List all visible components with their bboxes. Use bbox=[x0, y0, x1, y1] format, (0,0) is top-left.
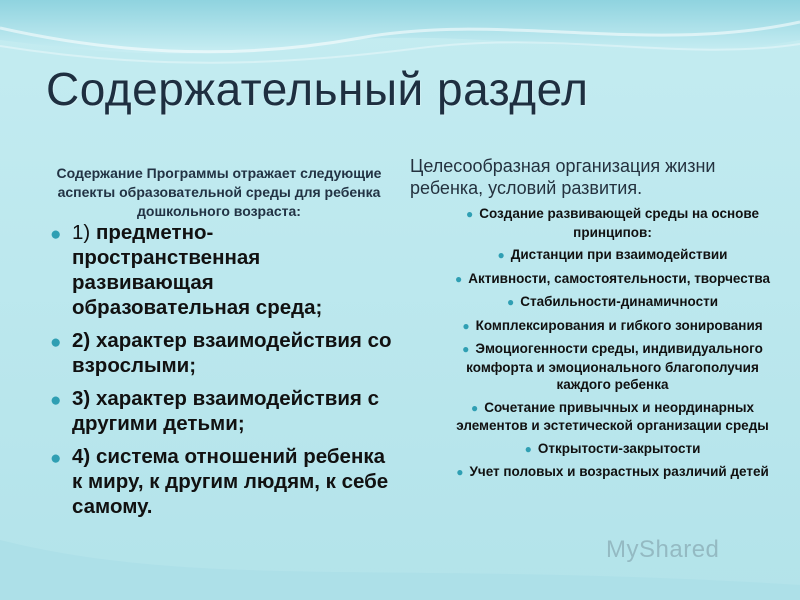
item-text: система отношений ребенка к миру, к другим людям, к себе самому. bbox=[72, 445, 389, 518]
item-text: Стабильности-динамичности bbox=[520, 294, 719, 309]
bullet-icon: ● bbox=[50, 448, 62, 469]
bullet-icon: ● bbox=[524, 441, 532, 456]
left-intro-text: Содержание Программы отражает следующие аспекты образовательной среды для ребенка дошкольного возраста: bbox=[56, 165, 382, 219]
bullet-icon: ● bbox=[470, 400, 479, 415]
list-item bbox=[440, 440, 785, 459]
right-heading: Целесообразная организация жизни ребенка, условий развития. bbox=[410, 156, 716, 198]
item-text: характер взаимодействия с другими детьми; bbox=[72, 387, 379, 435]
bullet-icon: ● bbox=[50, 390, 62, 411]
item-text: Сочетание привычных и неординарных элементов и эстетической организации среды bbox=[456, 399, 769, 433]
item-text: Дистанции при взаимодействии bbox=[510, 247, 728, 262]
list-item bbox=[48, 220, 393, 320]
bullet-icon: ● bbox=[462, 342, 470, 356]
item-text: Учет половых и возрастных различий детей bbox=[469, 464, 769, 479]
bullet-icon: ● bbox=[465, 207, 474, 221]
list-item bbox=[440, 463, 785, 482]
bullet-icon: ● bbox=[50, 332, 62, 353]
list-item bbox=[48, 386, 393, 436]
item-number: 2) bbox=[72, 329, 96, 352]
watermark-logo: MyShared bbox=[606, 536, 720, 563]
list-item bbox=[440, 399, 785, 435]
item-text: Эмоциогенности среды, индивидуального комфорта и эмоционального благополучия каждого ребенка bbox=[466, 341, 763, 392]
list-item bbox=[440, 317, 785, 336]
list-item bbox=[440, 293, 785, 312]
bullet-icon: ● bbox=[456, 465, 464, 479]
bullet-icon: ● bbox=[50, 224, 62, 245]
item-text: предметно-пространственная развивающая образовательная среда; bbox=[72, 221, 323, 319]
bullet-icon: ● bbox=[506, 295, 515, 309]
left-bullet-list bbox=[48, 220, 393, 527]
bullet-icon: ● bbox=[455, 271, 463, 286]
list-item bbox=[48, 444, 393, 519]
list-item bbox=[440, 246, 785, 265]
slide-title: Содержательный раздел bbox=[46, 63, 589, 115]
list-item bbox=[48, 328, 393, 378]
item-text: Открытости-закрытости bbox=[537, 440, 701, 456]
list-item bbox=[440, 205, 785, 241]
item-number: 1) bbox=[72, 221, 96, 244]
bullet-icon: ● bbox=[462, 318, 470, 333]
item-number: 4) bbox=[72, 445, 96, 468]
list-item bbox=[440, 270, 785, 289]
bullet-icon: ● bbox=[497, 248, 505, 262]
item-number: 3) bbox=[72, 387, 96, 410]
right-bullet-list bbox=[440, 205, 785, 487]
item-text: характер взаимодействия со взрослыми; bbox=[72, 329, 392, 377]
item-text: Создание развивающей среды на основе принципов: bbox=[479, 206, 760, 240]
item-text: Комплексирования и гибкого зонирования bbox=[475, 317, 763, 333]
list-item bbox=[440, 340, 785, 394]
item-text: Активности, самостоятельности, творчества bbox=[468, 270, 770, 286]
